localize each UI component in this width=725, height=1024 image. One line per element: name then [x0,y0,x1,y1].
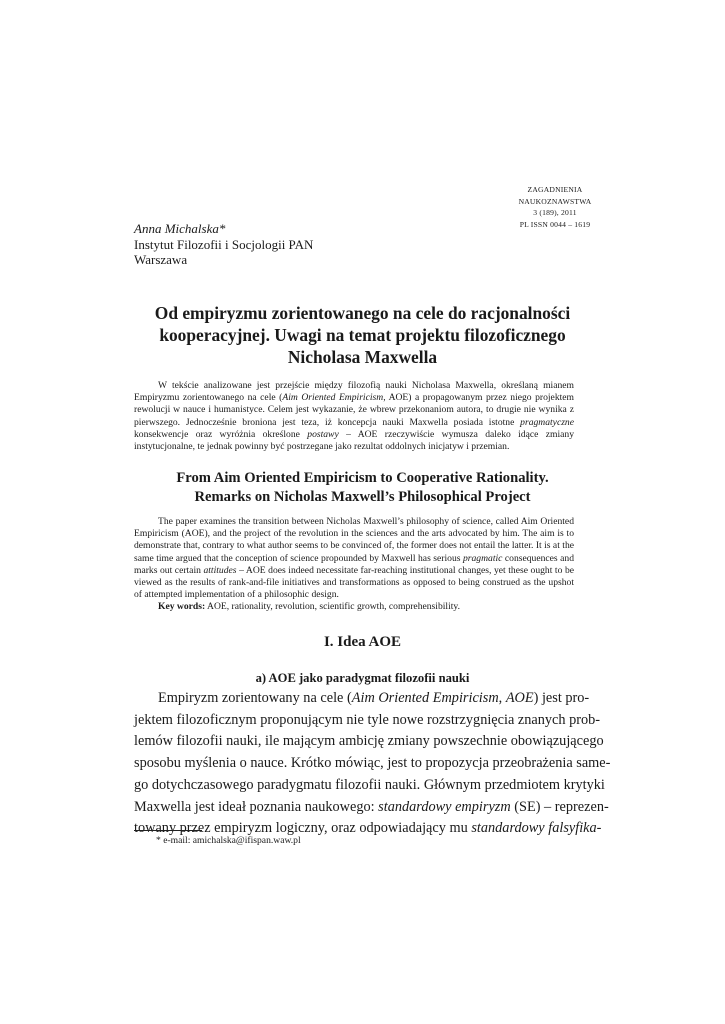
body-line: sposobu myślenia o nauce. Krótko mówiąc, jest to propozycja przeobrażenia same- [134,755,611,772]
author-block [134,221,313,268]
title-english-line1: From Aim Oriented Empiricism to Cooperative Rationality. [176,470,549,486]
abstract-italic-term: attitudes [203,564,237,576]
abstract-text: W tekście analizowane jest przejście między filozofią nauki Nicholasa Maxwella, określaną mianem Empiryzmu zorientowanego na cele ( [134,380,574,404]
body-text-run: , [498,690,506,706]
section-heading: I. Idea AOE [323,634,402,650]
body-italic-term: standardowy empiryzm [378,798,511,815]
journal-name-line2: NAUKOZNAWSTWA [518,196,592,206]
abstract-polish [134,380,574,453]
title-english-line2: Remarks on Nicholas Maxwell’s Philosophical Project [194,489,531,505]
title-polish-line1: Od empiryzmu zorientowanego na cele do racjonalności [154,303,571,323]
body-text-run: towany przez empiryzm logiczny, oraz odpowiadający mu [134,820,472,837]
title-polish-line2: kooperacyjnej. Uwagi na temat projektu filozoficznego [159,325,566,345]
abstract-italic-term: postawy [307,428,339,440]
journal-name-line1: ZAGADNIENIA [527,185,583,194]
abstract-english-paragraph [134,516,574,601]
abstract-text: – AOE does indeed necessitate far-reaching institutional changes, yet these ought to be viewed as the results of rank-and-file initiatives and transformations as opposed to being construed as the upshot of attempted implementation of a philosophic design. [134,564,574,601]
abstract-italic-term: Aim Oriented Empiricism [282,392,384,404]
keywords-list: AOE, rationality, revolution, scientific growth, comprehensibility. [205,601,460,613]
body-text [134,688,611,840]
abstract-text: consequences and marks out certain [134,552,574,576]
body-line: lemów filozofii nauki, ile mającym ambicję zmiany powszechnie obowiązującego [134,733,604,750]
keywords [134,601,574,613]
journal-issue: 3 (189), 2011 [533,208,577,218]
body-text-run: (SE) – reprezen- [510,798,609,815]
author-city: Warszawa [134,252,188,268]
body-text-run: ) jest pro- [533,690,590,706]
abstract-text: , AOE) a propagowanym przez niego projektem rewolucji w nauce i humanistyce. Celem jest wykazanie, że wbrew przekonaniom autora, to drugie nie wynika z pierwszego. Jednocześnie broniona jest teza, iż koncepcja nauki Maxwella posiada istotne [134,392,574,428]
title-polish [100,302,625,368]
body-italic-term: standardowy falsyfika- [471,820,602,837]
journal-issn: PL ISSN 0044 – 1619 [519,219,591,229]
body-italic-term: AOE [505,690,534,706]
keywords-label: Key words: [158,601,206,613]
body-line: jektem filozoficznym proponującym nie tyle nowe rozstrzygnięcia znanych prob- [134,711,601,728]
body-text-run: Maxwella jest ideał poznania naukowego: [134,798,379,815]
journal-header [505,184,605,230]
body-line [134,688,590,710]
abstract-italic-term: pragmatic [462,552,503,564]
footnote: * e-mail: amichalska@ifispan.waw.pl [156,835,301,846]
author-institute: Instytut Filozofii i Socjologii PAN [134,236,314,252]
abstract-text: – AOE rzeczywiście wymusza daleko idące zmiany instytucjonalne, te jednak powinny być postrzegane jako rezultat oddolnych inicjatyw i przemian. [134,428,574,453]
title-polish-line3: Nicholasa Maxwella [287,347,438,367]
title-english [100,469,625,507]
abstract-english [134,516,574,614]
subsection-heading: a) AOE jako paradygmat filozofii nauki [255,671,470,685]
abstract-text: konsekwencje oraz wyróżnia określone [134,428,308,440]
body-line: go dotychczasowego paradygmatu filozofii nauki. Głównym przedmiotem krytyki [134,776,605,793]
footnote-rule [134,830,202,831]
body-italic-term: Aim Oriented Empiricism [351,690,499,706]
abstract-polish-paragraph [134,380,574,453]
abstract-text: The paper examines the transition between Nicholas Maxwell’s philosophy of science, called Aim Oriented Empiricism (AOE), and the project of the revolution in the sciences and the arts advocated by him. The aim is to demonstrate that, contrary to what author seems to be convinced of, the former does not entail the latter. It is at the same time argued that the conception of science propounded by Maxwell has serious [134,516,574,564]
body-text-run: Empiryzm zorientowany na cele ( [158,690,352,706]
abstract-italic-term: pragmatyczne [520,416,574,428]
author-name: Anna Michalska* [134,221,226,236]
body-line [134,797,609,819]
